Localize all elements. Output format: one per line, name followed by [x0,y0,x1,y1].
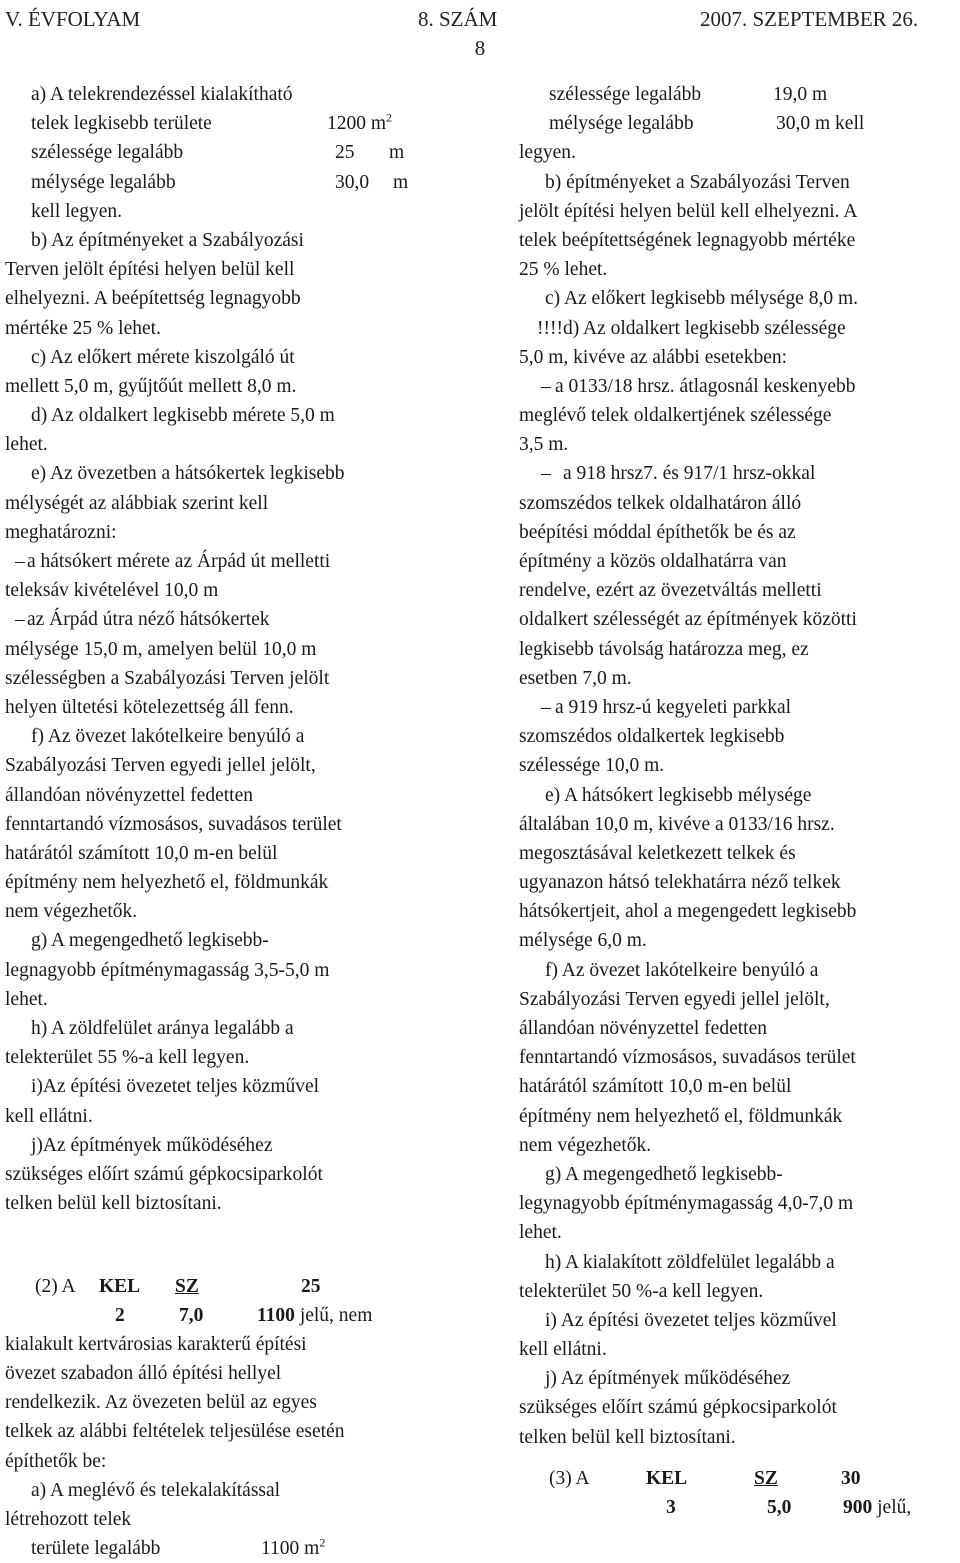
paragraph-line: f) Az övezet lakótelkeire benyúló a [545,959,819,981]
paragraph-line: határától számított 10,0 m-en belül [519,1076,792,1098]
paragraph-line: lehet. [5,988,48,1010]
measurement-label: területe legalább [31,1538,161,1560]
paragraph-line: legkisebb távolság határozza meg, ez [519,638,809,660]
measurement-row [5,168,467,197]
paragraph-line: határától számított 10,0 m-en belül [5,842,278,864]
paragraph-line: hátsókertjeit, ahol a megengedett legkisebb [519,901,857,923]
paragraph-line: legnagyobb építménymagasság 3,5-5,0 m [5,959,330,981]
zone-sz-underline: SZ [754,1467,778,1489]
paragraph-line: a) A meglévő és telekalakítással [31,1479,281,1501]
paragraph-line: szélessége 10,0 m. [519,755,665,777]
paragraph-line: telekterület 50 %-a kell legyen. [519,1280,764,1302]
zone-kel: KEL [99,1275,141,1297]
paragraph-line: 3,5 m. [519,434,569,456]
paragraph-line: fenntartandó vízmosásos, suvadásos terület [5,813,342,835]
paragraph-line: h) A zöldfelület aránya legalább a [31,1018,294,1039]
paragraph-line: b) építményeket a Szabályozási Terven [545,171,850,193]
paragraph-line: c) Az előkert mérete kiszolgáló út [31,346,295,368]
measurement-value: 25 [335,142,355,164]
paragraph-line: megosztásával keletkezett telkek és [519,842,796,864]
zone-code-row [5,1301,467,1330]
measurement-row [519,80,959,109]
paragraph-line: lehet. [5,434,48,456]
measurement-label: telek legkisebb területe [31,113,212,135]
measurement-label: szélessége legalább [31,142,184,164]
paragraph-line: helyen ültetési kötelezettség áll fenn. [5,696,294,718]
list-item: – a 919 hrsz-ú kegyeleti parkkal [541,696,792,718]
spacer [5,1248,467,1272]
paragraph-line: általában 10,0 m, kivéve a 0133/16 hrsz. [519,813,835,835]
measurement-unit: m [389,142,405,164]
paragraph-line: szükséges előírt számú gépkocsiparkolót [519,1397,837,1419]
paragraph-line: kell ellátni. [519,1339,607,1361]
paragraph-line: Terven jelölt építési helyen belül kell [5,259,295,281]
paragraph-line: oldalkert szélességét az építmények közötti [519,609,857,631]
paragraph-line: létrehozott telek [5,1509,132,1530]
paragraph-line: Szabályozási Terven egyedi jellel jelölt, [5,755,316,777]
right-column [519,80,959,1522]
measurement-label: mélysége legalább [549,113,694,135]
measurement-value: 30,0 [335,171,370,193]
paragraph-line: szomszédos oldalkertek legkisebb [519,726,785,748]
paragraph-line: !!!!d) Az oldalkert legkisebb szélessége [537,317,846,339]
zone-sz-underline: SZ [175,1275,199,1297]
paragraph-line: teleksáv kivételével 10,0 m [5,580,219,602]
paragraph-line: i) Az építési övezetet teljes közművel [545,1309,837,1331]
zone-value-a: 2 [115,1304,125,1326]
paragraph-line: kialakult kertvárosias karakterű építési [5,1333,307,1355]
paragraph-line: c) Az előkert legkisebb mélysége 8,0 m. [545,288,858,310]
list-item: – a 918 hrsz7. és 917/1 hrsz-okkal [541,463,816,485]
measurement-value: 1200 $m^2$ [327,110,393,135]
paragraph-line: szélességben a Szabályozási Terven jelölt [5,667,330,689]
paragraph-line: övezet szabadon álló építési hellyel [5,1363,282,1385]
zone-prefix: (2) A [35,1275,76,1297]
page-number: 8 [474,36,486,60]
measurement-row [5,1534,467,1563]
paragraph-line: állandóan növényzettel fedetten [5,784,253,806]
paragraph-line: meglévő telek oldalkertjének szélessége [519,405,832,427]
zone-code-row [519,1464,959,1493]
zone-code-row [5,1272,467,1301]
measurement-row [5,138,467,167]
paragraph-line: f) Az övezet lakótelkeire benyúló a [31,726,305,748]
paragraph-line: telken belül kell biztosítani. [519,1426,736,1448]
paragraph-line: b) Az építményeket a Szabályozási [31,229,304,251]
paragraph-line: mértéke 25 % lehet. [5,317,161,339]
paragraph-line: e) Az övezetben a hátsókertek legkisebb [31,463,345,485]
paragraph-line: telken belül kell biztosítani. [5,1193,222,1215]
paragraph-line: j)Az építmények működéséhez [31,1134,273,1156]
paragraph-line: jelölt építési helyen belül kell elhelyezni. A [519,200,858,222]
zone-code-row [519,1493,959,1522]
paragraph-line: esetben 7,0 m. [519,667,632,689]
zone-value-c: 1100 jelű, nem [257,1304,373,1326]
measurement-value: 1100 $m^2$ [261,1535,326,1560]
paragraph-line: mélységét az alábbiak szerint kell [5,492,269,514]
paragraph-line: 5,0 m, kivéve az alábbi esetekben: [519,346,788,368]
header-volume: V. ÉVFOLYAM [5,7,141,31]
zone-prefix: (3) A [549,1467,590,1489]
paragraph-line: j) Az építmények működéséhez [545,1368,791,1390]
paragraph-line: építmény nem helyezhető el, földmunkák [519,1105,843,1127]
measurement-label: szélessége legalább [549,84,702,105]
paragraph-line: ugyanazon hátsó telekhatárra néző telkek [519,872,841,894]
paragraph-line: mélysége 6,0 m. [519,930,647,952]
measurement-value: 30,0 m kell [776,113,865,135]
zone-value-c: 900 jelű, [843,1497,912,1518]
paragraph-line: e) A hátsókert legkisebb mélysége [545,784,812,806]
paragraph-line: d) Az oldalkert legkisebb mérete 5,0 m [31,405,335,427]
paragraph-line: legynagyobb építménymagasság 4,0-7,0 m [519,1193,854,1215]
zone-value-a: 3 [666,1497,676,1518]
paragraph-line: állandóan növényzettel fedetten [519,1018,767,1039]
measurement-label: mélysége legalább [31,171,176,193]
measurement-row [5,109,467,138]
zone-kel: KEL [646,1467,688,1489]
paragraph-line: 25 % lehet. [519,259,608,281]
paragraph-line: mélysége 15,0 m, amelyen belül 10,0 m [5,638,317,660]
zone-value-b: 7,0 [179,1304,204,1326]
paragraph-line: beépítési móddal építhetők be és az [519,521,796,543]
paragraph-line: telek beépítettségének legnagyobb mértéke [519,229,856,251]
paragraph-line: g) A megengedhető legkisebb- [31,930,269,952]
paragraph-line: építhetők be: [5,1450,107,1472]
paragraph-line: g) A megengedhető legkisebb- [545,1163,783,1185]
spacer [519,1452,959,1464]
paragraph-line: legyen. [519,142,576,164]
list-item: – a hátsókert mérete az Árpád út melletti [15,551,331,572]
paragraph-line: fenntartandó vízmosásos, suvadásos terület [519,1047,856,1069]
paragraph-line: lehet. [519,1222,562,1244]
header-issue: 8. SZÁM [418,7,498,31]
paragraph-line: i)Az építési övezetet teljes közművel [31,1076,320,1098]
paragraph-line: elhelyezni. A beépítettség legnagyobb [5,288,301,310]
paragraph-line: építmény a közös oldalhatárra van [519,551,787,572]
measurement-unit: m [393,171,409,193]
paragraph-line: nem végezhetők. [5,901,138,923]
paragraph-line: telekterület 55 %-a kell legyen. [5,1047,250,1069]
paragraph-line: meghatározni: [5,521,117,543]
left-column [5,80,467,1563]
zone-value-b: 5,0 [767,1497,792,1518]
paragraph-line: h) A kialakított zöldfelület legalább a [545,1251,835,1273]
spacer [5,1218,467,1247]
paragraph-line: szomszédos telkek oldalhatáron álló [519,492,802,514]
measurement-row [519,109,959,138]
list-item: – az Árpád útra néző hátsókertek [15,609,270,631]
paragraph-line: mellett 5,0 m, gyűjtőút mellett 8,0 m. [5,375,297,397]
paragraph-line: szükséges előírt számú gépkocsiparkolót [5,1163,323,1185]
zone-height-code: 25 [301,1275,321,1297]
paragraph-line: kell legyen. [31,200,122,222]
header-date: 2007. SZEPTEMBER 26. [700,7,919,31]
paragraph-line: Szabályozási Terven egyedi jellel jelölt, [519,988,830,1010]
paragraph-line: a) A telekrendezéssel kialakítható [31,84,293,105]
measurement-value: 19,0 m [773,84,828,105]
paragraph-line: telkek az alábbi feltételek teljesülése esetén [5,1421,345,1443]
paragraph-line: kell ellátni. [5,1105,93,1127]
paragraph-line: építmény nem helyezhető el, földmunkák [5,872,329,894]
paragraph-line: rendelkezik. Az övezeten belül az egyes [5,1392,317,1414]
paragraph-line: rendelve, ezért az övezetváltás melletti [519,580,822,602]
paragraph-line: nem végezhetők. [519,1134,652,1156]
zone-height-code: 30 [841,1467,861,1489]
list-item: – a 0133/18 hrsz. átlagosnál keskenyebb [541,375,856,397]
